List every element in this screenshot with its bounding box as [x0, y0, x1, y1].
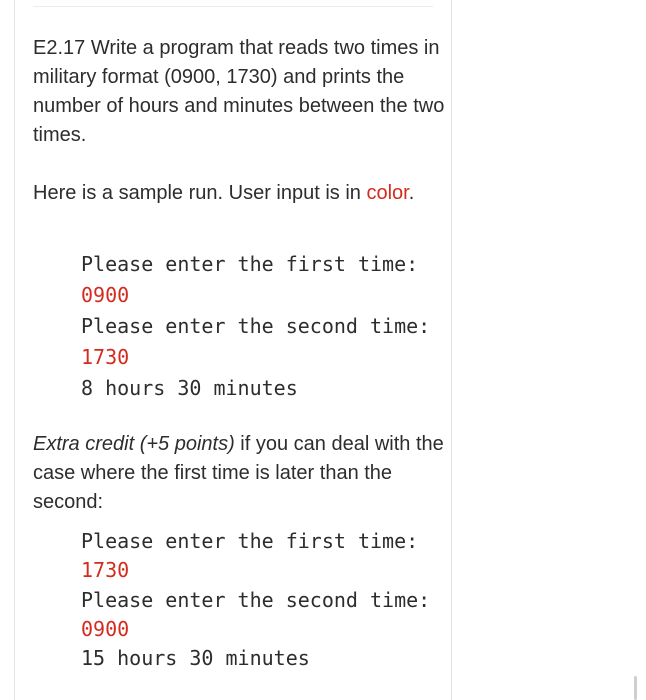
extra-run-line: Please enter the first time:	[81, 529, 419, 553]
extra-run-output	[81, 527, 430, 673]
sample-run-intro-end: .	[408, 182, 415, 204]
extra-credit-text: if you can deal with the case where the first time is later than the second:	[33, 433, 444, 513]
scrollbar-thumb[interactable]	[634, 676, 637, 700]
extra-credit-statement	[33, 430, 445, 517]
extra-credit-label: Extra credit (+5 points)	[33, 433, 235, 455]
sample-run-intro-text: Here is a sample run. User input is in	[33, 182, 367, 204]
sample-run-intro	[33, 179, 445, 208]
sample-run-line: Please enter the first time:	[81, 252, 419, 276]
exercise-card	[14, 0, 452, 700]
sample-run-output	[81, 249, 430, 404]
extra-run-user-input: 1730	[81, 558, 130, 583]
sample-run-result: 8 hours 30 minutes	[81, 376, 298, 400]
sample-run-line: Please enter the second time:	[81, 314, 431, 338]
color-word: color	[366, 182, 409, 204]
top-divider	[33, 6, 433, 7]
sample-run-user-input: 0900	[81, 283, 130, 307]
problem-statement: E2.17 Write a program that reads two times in military format (0900, 1730) and prints the number of hours and minutes between the two times.	[33, 37, 445, 146]
extra-run-result: 15 hours 30 minutes	[81, 646, 310, 671]
extra-run-user-input: 0900	[81, 616, 130, 641]
extra-run-line: Please enter the second time:	[81, 587, 431, 612]
sample-run-user-input: 1730	[81, 345, 130, 369]
